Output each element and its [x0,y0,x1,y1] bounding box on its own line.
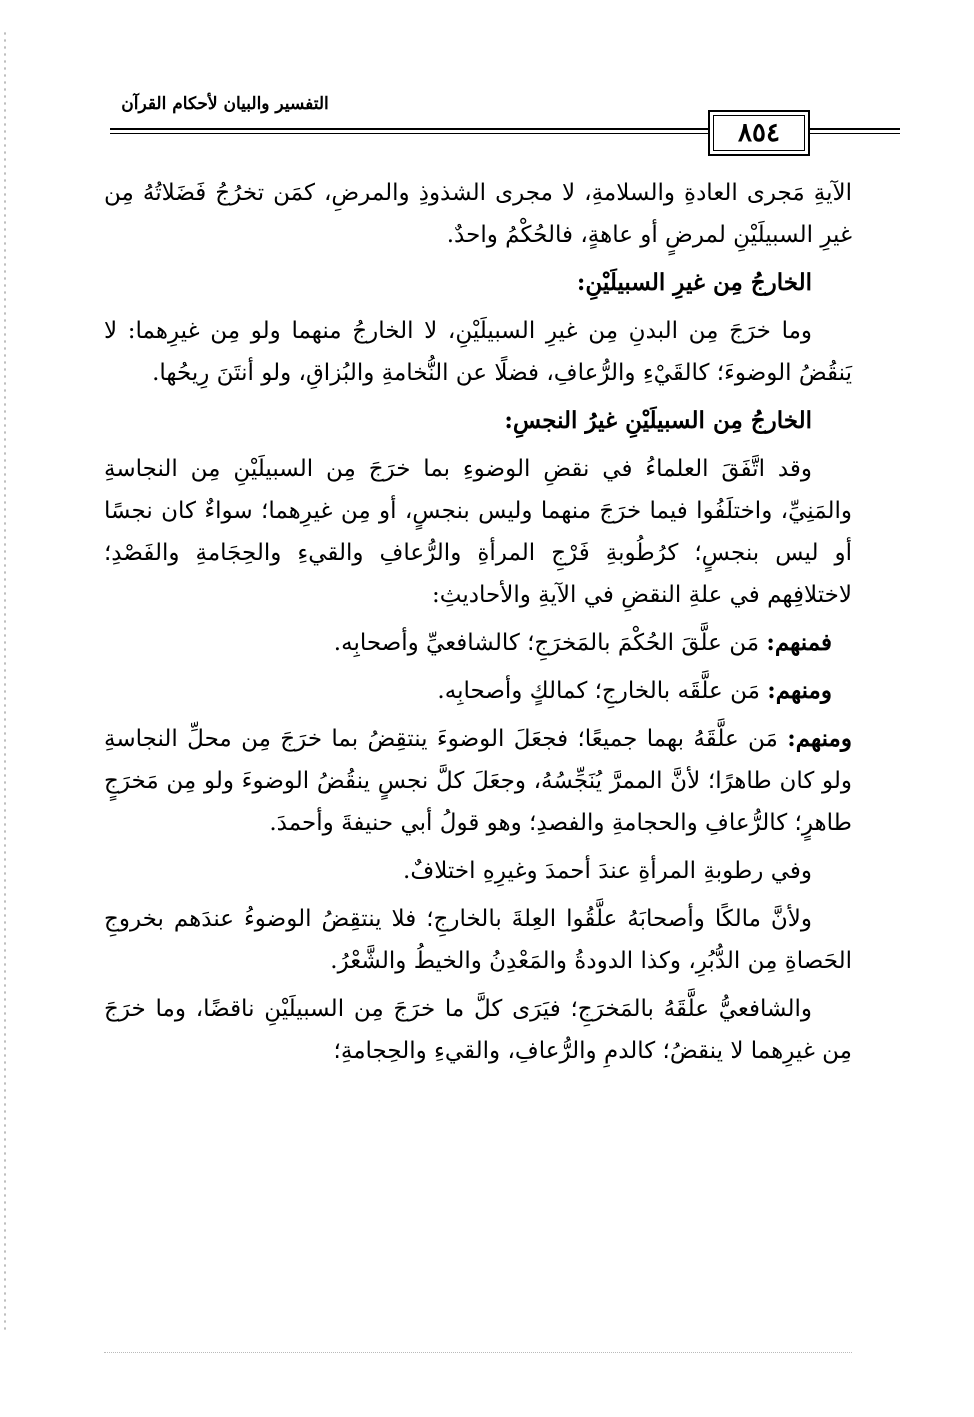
paragraph-4: وفي رطوبةِ المرأةِ عندَ أحمدَ وغيرِهِ اختلافٌ. [403,858,812,884]
paragraph-5: ولأنَّ مالكًا وأصحابَهُ علَّقُوا العِلةَ بالخارجِ؛ فلا ينتقِضُ الوضوءُ عندَهم بخروجِ الحَصاةِ مِن الدُّبُرِ، وكذا الدودةُ والمَعْدِنُ والخيطُ والشَّعْرُ. [104,906,852,974]
opinion-text: مَن علَّقَ الحُكْمَ بالمَخرَجِ؛ كالشافعيِّ وأصحابِه. [333,630,767,656]
opinion-item-2 [104,670,852,712]
page-body [104,172,852,1078]
opinion-text: مَن علَّقَه بالخارجِ؛ كمالكٍ وأصحابِه. [437,678,768,704]
paragraph-6: والشافعيُّ علَّقَهُ بالمَخرَجِ؛ فيَرَى كلَّ ما خرَجَ مِن السبيلَيْنِ ناقضًا، وما خرَجَ مِن غيرِهما لا ينقضُ؛ كالدمِ والرُّعافِ، والقيءِ والحِجامةِ؛ [104,996,852,1064]
section-heading-1: الخارجُ مِن غيرِ السبيلَيْنِ: [576,269,812,296]
opinion-text: مَن علَّقَهُ بهما جميعًا؛ فجعَلَ الوضوءَ ينتقِضُ بما خرَجَ مِن محلِّ النجاسةِ ولو كان طاهرًا؛ لأنَّ الممرَّ يُنَجِّسُهُ، وجعَلَ كلَّ نجسٍ ينقُضُ الوضوءَ ولو مِن مَخرَجٍ طاهرٍ؛ كالرُّعافِ والحجامةِ والفصدِ؛ وهو قولُ أبي حنيفةَ وأحمدَ. [104,726,852,836]
scan-edge-dots [2,30,8,1330]
opinion-item-3 [104,718,852,844]
opinion-item-1 [104,622,852,664]
bottom-rule [104,1352,852,1353]
running-header-title: التفسير والبيان لأحكام القرآن [121,94,329,114]
page-number-box [708,110,810,156]
opinion-lead: ومنهم: [767,677,832,704]
paragraph-2: وما خرَجَ مِن البدنِ مِن غيرِ السبيلَيْنِ، لا الخارجُ منهما ولو مِن غيرِهما: لا يَنقُضُ الوضوءَ؛ كالقَيْءِ والرُّعافِ، فضلًا عن النُّخامةِ والبُزاقِ، ولو أنتَنَ رِيحُها. [104,318,852,386]
paragraph-1: الآيةِ مَجرى العادةِ والسلامةِ، لا مجرى الشذوذِ والمرضِ، كمَن تخرُجُ فَضَلاتُهُ مِن غيرِ السبيلَيْنِ لمرضٍ أو عاهةٍ، فالحُكْمُ واحدٌ. [104,180,852,248]
opinion-lead: فمنهم: [766,629,832,656]
paragraph-3: وقد اتَّفَقَ العلماءُ في نقضِ الوضوءِ بما خرَجَ مِن السبيلَيْنِ مِن النجاسةِ والمَنِيِّ، واختلَفُوا فيما خرَجَ منهما وليس بنجسٍ، أو مِن غيرِهما؛ سواءٌ كان نجسًا أو ليس بنجسٍ؛ كرُطُوبةِ فَرْجِ المرأةِ والرُّعافِ والقيءِ والحِجَامةِ والفَصْدِ؛ لاختلافِهم في علةِ النقضِ في الآيةِ والأحاديثِ: [104,456,852,608]
opinion-lead: ومنهم: [787,725,852,752]
page-number: ٨٥٤ [738,118,780,148]
section-heading-2: الخارجُ مِن السبيلَيْنِ غيرُ النجسِ: [504,407,812,434]
